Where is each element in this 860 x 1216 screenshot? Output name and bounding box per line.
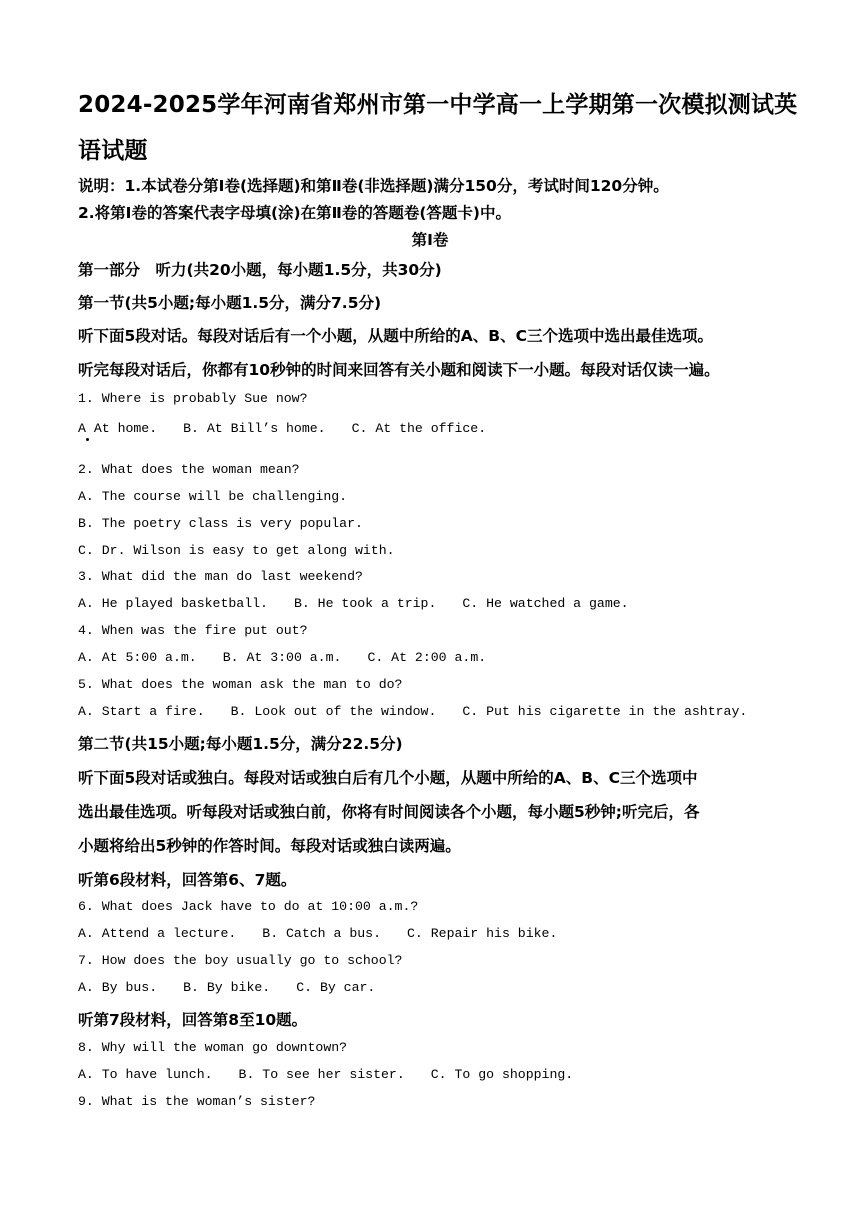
question-2-option-c: C. Dr. Wilson is easy to get along with. [78, 543, 395, 558]
question-5-option-b: B. Look out of the window. [230, 704, 437, 719]
question-7-options [78, 980, 375, 995]
question-6-options [78, 926, 557, 941]
question-3-options [78, 596, 629, 611]
section2-intro-line-3: 小题将给出5秒钟的作答时间。每段对话或独白读两遍。 [78, 837, 461, 855]
instructions-line-2: 2.将第Ⅰ卷的答案代表字母填(涂)在第Ⅱ卷的答题卷(答题卡)中。 [78, 204, 511, 222]
question-7-stem: 7. How does the boy usually go to school? [78, 953, 403, 968]
question-1-options [78, 421, 486, 436]
section1-intro-line-2: 听完每段对话后，你都有10秒钟的时间来回答有关小题和阅读下一小题。每段对话仅读一遍。 [78, 361, 720, 379]
question-5-option-c: C. Put his cigarette in the ashtray. [462, 704, 748, 719]
document-title-line-2: 语试题 [78, 138, 148, 164]
question-8-options [78, 1067, 573, 1082]
question-9-stem: 9. What is the woman’s sister? [78, 1094, 316, 1109]
question-7-option-b: B. By bike. [183, 980, 271, 995]
question-7-option-c: C. By car. [296, 980, 376, 995]
question-8-stem: 8. Why will the woman go downtown? [78, 1040, 348, 1055]
question-8-option-a: A. To have lunch. [78, 1067, 213, 1082]
question-4-stem: 4. When was the fire put out? [78, 623, 308, 638]
document-title-line-1: 2024-2025学年河南省郑州市第一中学高一上学期第一次模拟测试英 [78, 92, 798, 118]
question-5-option-a: A. Start a fire. [78, 704, 205, 719]
question-3-option-b: B. He took a trip. [293, 596, 437, 611]
instructions-line-1: 说明：1.本试卷分第Ⅰ卷(选择题)和第Ⅱ卷(非选择题)满分150分，考试时间120分钟。 [78, 177, 669, 195]
question-4-option-a: A. At 5:00 a.m. [78, 650, 197, 665]
section2-intro-line-2: 选出最佳选项。听每段对话或独白前，你将有时间阅读各个小题，每小题5秒钟;听完后，各 [78, 803, 700, 821]
section2-heading: 第二节(共15小题;每小题1.5分，满分22.5分) [78, 735, 403, 753]
question-4-option-c: C. At 2:00 a.m. [367, 650, 487, 665]
question-3-option-a: A. He played basketball. [78, 596, 268, 611]
section1-heading: 第一节(共5小题;每小题1.5分，满分7.5分) [78, 294, 382, 312]
section1-intro-line-1: 听下面5段对话。每段对话后有一个小题，从题中所给的A、B、C三个选项中选出最佳选项。 [78, 327, 713, 345]
question-6-option-b: B. Catch a bus. [262, 926, 381, 941]
question-6-stem: 6. What does Jack have to do at 10:00 a.m.? [78, 899, 419, 914]
question-8-option-b: B. To see her sister. [238, 1067, 405, 1082]
question-8-option-c: C. To go shopping. [430, 1067, 574, 1082]
question-5-options [78, 704, 747, 719]
material-7-heading: 听第7段材料，回答第8至10题。 [78, 1011, 308, 1029]
material-6-heading: 听第6段材料，回答第6、7题。 [78, 871, 297, 889]
question-3-stem: 3. What did the man do last weekend? [78, 569, 363, 584]
question-6-option-c: C. Repair his bike. [407, 926, 558, 941]
stray-dot-mark [86, 438, 89, 441]
question-2-option-a: A. The course will be challenging. [78, 489, 348, 504]
question-5-stem: 5. What does the woman ask the man to do? [78, 677, 403, 692]
question-6-option-a: A. Attend a lecture. [78, 926, 237, 941]
question-1-option-c: C. At the office. [351, 421, 487, 436]
question-1-stem: 1. Where is probably Sue now? [78, 391, 308, 406]
question-1-option-a: A At home. [78, 421, 158, 436]
part1-heading: 第一部分 听力(共20小题，每小题1.5分，共30分) [78, 261, 442, 279]
question-4-options [78, 650, 486, 665]
volume-heading: 第Ⅰ卷 [411, 231, 449, 249]
question-4-option-b: B. At 3:00 a.m. [222, 650, 342, 665]
question-3-option-c: C. He watched a game. [462, 596, 629, 611]
section2-intro-line-1: 听下面5段对话或独白。每段对话或独白后有几个小题，从题中所给的A、B、C三个选项中 [78, 769, 698, 787]
question-2-stem: 2. What does the woman mean? [78, 462, 300, 477]
question-2-option-b: B. The poetry class is very popular. [78, 516, 363, 531]
question-1-option-b: B. At Bill’s home. [183, 421, 326, 436]
question-7-option-a: A. By bus. [78, 980, 158, 995]
